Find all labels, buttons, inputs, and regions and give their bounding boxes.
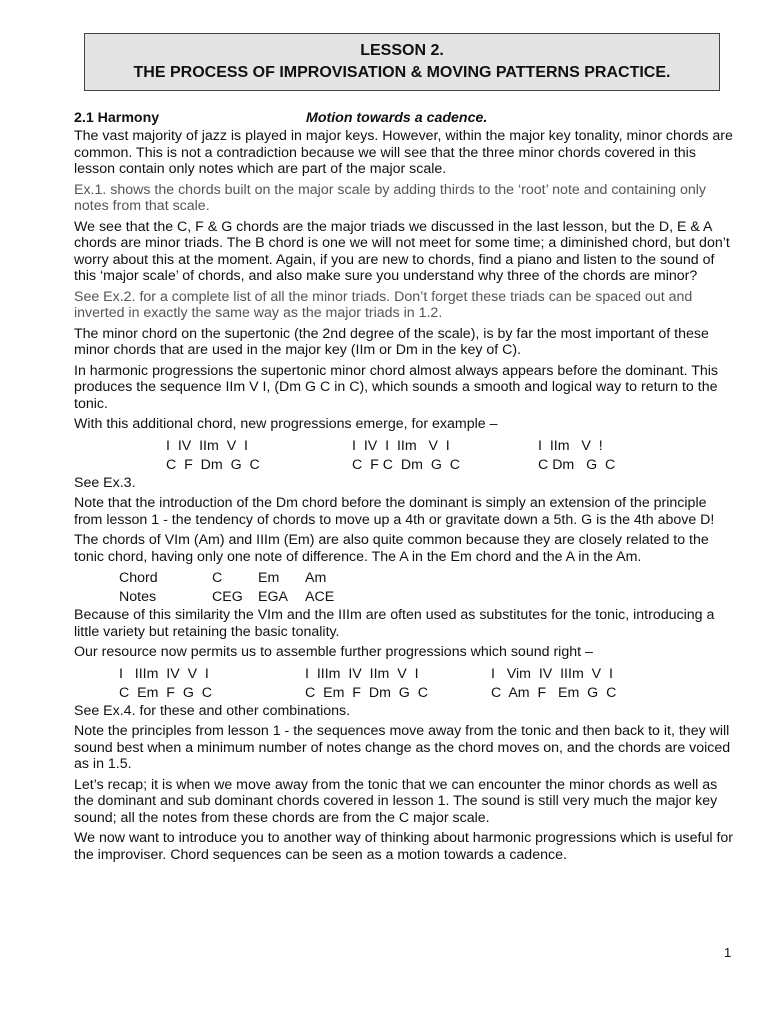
paragraph: We now want to introduce you to another way of thinking about harmonic progressions which is useful for the improviser. Chord sequences can be seen as a motion towards a cadence. xyxy=(74,830,734,863)
progression-chords: C Dm G C xyxy=(538,456,616,473)
paragraph: The minor chord on the supertonic (the 2nd degree of the scale), is by far the most important of these minor chords that are used in the major key (IIm or Dm in the key of C). xyxy=(74,325,709,358)
progression-example-1 xyxy=(74,437,734,475)
lesson-number: LESSON 2. xyxy=(360,42,444,59)
table-label: Chord xyxy=(119,570,158,586)
progression-numerals: I IV IIm V I xyxy=(166,437,248,454)
paragraph: The chords of VIm (Am) and IIIm (Em) are also quite common because they are closely related to the tonic chord, having only one note of difference. The A in the Em chord and the A in the Am. xyxy=(74,532,709,565)
progression-numerals: I IIIm IV IIm V I xyxy=(305,665,419,682)
progression-chords: C Em F G C xyxy=(119,684,213,701)
progression-chords: C Em F Dm G C xyxy=(305,684,428,701)
paragraph: See Ex.2. for a complete list of all the minor triads. Don’t forget these triads can be spaced out and inverted in exactly the same way as the major triads in 1.2. xyxy=(74,288,693,321)
section-number: 2.1 Harmony xyxy=(74,110,160,126)
table-cell: EGA xyxy=(258,589,288,605)
table-cell: Am xyxy=(305,570,327,586)
page-number: 1 xyxy=(724,945,732,960)
paragraph: See Ex.3. xyxy=(74,474,136,491)
paragraph: The vast majority of jazz is played in major keys. However, within the major key tonality, minor chords are common. This is not a contradiction because we will see that the three minor chords covered in this lesson contain only notes which are part of the major scale. xyxy=(74,128,733,177)
lesson-title: THE PROCESS OF IMPROVISATION & MOVING PATTERNS PRACTICE. xyxy=(133,64,671,81)
progression-numerals-row xyxy=(74,665,734,684)
paragraph: Note the principles from lesson 1 - the sequences move away from the tonic and then back to it, they will sound best when a minimum number of notes change as the chord moves on, and the chords are voiced as in 1.5. xyxy=(74,723,731,772)
progression-chords-row xyxy=(74,456,734,475)
progression-chords-row xyxy=(74,684,734,703)
progression-chords: C Am F Em G C xyxy=(491,684,617,701)
section-title: Motion towards a cadence. xyxy=(306,110,488,126)
notes-row xyxy=(74,588,734,607)
lesson-body xyxy=(74,110,734,867)
paragraph: Ex.1. shows the chords built on the major scale by adding thirds to the ‘root’ note and containing only notes from that scale. xyxy=(74,181,706,214)
paragraph: Note that the introduction of the Dm chord before the dominant is simply an extension of the principle from lesson 1 - the tendency of chords to move up a 4th or gravitate down a 5th. G is the 4th above D! xyxy=(74,495,715,528)
progression-example-2 xyxy=(74,665,734,703)
section-heading xyxy=(74,110,734,127)
paragraph: Our resource now permits us to assemble further progressions which sound right – xyxy=(74,644,593,660)
table-cell: CEG xyxy=(212,589,243,605)
progression-numerals: I IV I IIm V I xyxy=(352,437,450,454)
paragraph: With this additional chord, new progressions emerge, for example – xyxy=(74,416,498,432)
lesson-title-box xyxy=(84,33,720,91)
table-cell: Em xyxy=(258,570,280,586)
progression-numerals: I IIIm IV V I xyxy=(119,665,209,682)
progression-chords: C F Dm G C xyxy=(166,456,260,473)
paragraph: In harmonic progressions the supertonic minor chord almost always appears before the dominant. This produces the sequence IIm V I, (Dm G C in C), which sounds a smooth and logical way to return to the tonic. xyxy=(74,362,719,412)
progression-numerals: I Vim IV IIIm V I xyxy=(491,665,613,682)
chord-notes-table xyxy=(74,569,734,607)
progression-numerals: I IIm V ! xyxy=(538,437,603,454)
table-cell: ACE xyxy=(305,589,335,605)
table-label: Notes xyxy=(119,589,157,605)
paragraph: See Ex.4. for these and other combinations. xyxy=(74,702,351,719)
chord-row xyxy=(74,569,734,588)
paragraph: Let’s recap; it is when we move away from the tonic that we can encounter the minor chords as well as the dominant and sub dominant chords covered in lesson 1. The sound is still very much the major key sound; all the notes from these chords are from the C major scale. xyxy=(74,776,718,826)
table-cell: C xyxy=(212,570,223,586)
paragraph: Because of this similarity the VIm and the IIIm are often used as substitutes for the tonic, introducing a little variety but retaining the basic tonality. xyxy=(74,607,715,640)
progression-chords: C F C Dm G C xyxy=(352,456,460,473)
progression-numerals-row xyxy=(74,437,734,456)
paragraph: We see that the C, F & G chords are the major triads we discussed in the last lesson, but the D, E & A chords are minor triads. The B chord is one we will not meet for some time; a diminished chord, but don’t worry about this at the moment. Again, if you are new to chords, find a piano and listen to the sound of this ‘major scale’ of chords, and also make sure you understand why three of the chords are minor? xyxy=(74,218,730,284)
